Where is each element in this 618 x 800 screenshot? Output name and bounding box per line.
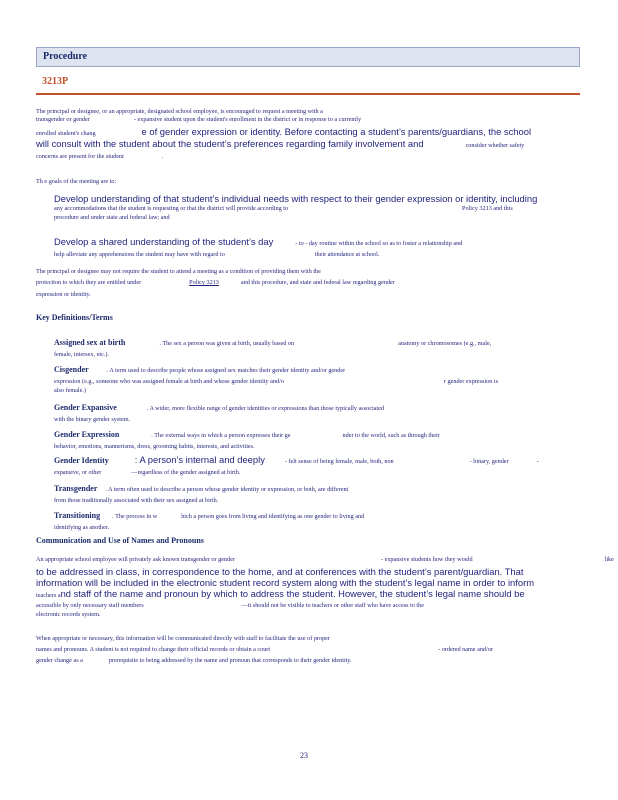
procedure-header	[36, 47, 580, 67]
intro-line-4: will consult with the student about the student’s preferences regarding family involvement and consider whether safety	[36, 138, 525, 149]
principal-line-2: protection to which they are entitled under Policy 3213 and this procedure, and state and federal law regarding gender	[36, 279, 395, 286]
intro-line-3: enrolled student's chang e of gender expression or identity. Before contacting a student’s parents/guardians, the school	[36, 126, 532, 137]
definition-transitioning: Transitioning . The process in w hich a person goes from living and identifying as one gender to living and identifying as another.	[54, 511, 365, 531]
intro-line-5: concerns are present for the student .	[36, 153, 164, 160]
communication-line-4: teachers and staff of the name and pronoun by which to address the student. However, the student’s legal name should be	[36, 588, 525, 599]
intro-line-2: transgender or gender - expansive student upon the student's enrollment in the district or in response to a currently	[36, 116, 362, 123]
definition-gender-expression: Gender Expression . The external ways in which a person expresses their ge nder to the world, such as through their behavior, emotions, mannerisms, dress, grooming habits, interests, and activities.	[54, 430, 440, 450]
definition-assigned-sex: Assigned sex at birth . The sex a person was given at birth, usually based on anatomy or chromosomes (e.g., male, female, intersex, etc.).	[54, 338, 492, 358]
communication-line-3: information will be included in the electronic student record system along with the student’s legal name in order to inform	[36, 577, 535, 588]
definition-gender-expansive: Gender Expansive . A wider, more flexible range of gender identities or expressions than those typically associated with the binary gender system.	[54, 403, 384, 423]
communication-line-1: An appropriate school employee will privately ask known transgender or gender - expansive students how they would like	[36, 556, 614, 563]
header-title: Procedure	[43, 51, 88, 62]
communication-line-2: to be addressed in class, in correspondence to the home, and at conferences with the student’s parent/guardian. That	[36, 566, 524, 577]
definition-cisgender: Cisgender . A term used to describe people whose assigned sex matches their gender identity and/or gender expression (e.g., someone who was assigned female at birth and whose gender identity and/o r gender expression is also female.)	[54, 365, 499, 394]
communication-line-9: gender change as a prerequisite to being addressed by the name and pronoun that corresponds to their gender identity.	[36, 657, 352, 664]
definition-gender-identity: Gender Identity : A person’s internal and deeply - felt sense of being female, male, both, non - binary, gender - expansive, or other —regardless of the gender assigned at birth.	[54, 454, 539, 476]
policy-number: 3213P	[42, 76, 69, 87]
definitions-heading: Key Definitions/Terms	[36, 313, 113, 322]
page-number: 23	[300, 751, 308, 760]
communication-heading: Communication and Use of Names and Pronouns	[36, 536, 204, 545]
communication-line-6: electronic records system.	[36, 611, 101, 618]
goal-1: Develop understanding of that student’s individual needs with respect to their gender expression or identity, including any accommodations that the student is requesting or that the district will provide according to Policy 3213 and this procedure and under state and federal law; and	[54, 193, 538, 221]
principal-line-3: expression or identity.	[36, 291, 91, 298]
intro-line-1: The principal or designee, or an appropriate, designated school employee, is encouraged to request a meeting with a	[36, 108, 323, 115]
communication-line-8: names and pronouns. A student is not required to change their official records or obtain a court - ordered name and/or	[36, 646, 493, 653]
goals-label: Th e goals of the meeting are to:	[36, 178, 117, 185]
communication-line-7: When appropriate or necessary, this information will be communicated directly with staff to facilitate the use of proper	[36, 635, 330, 642]
header-rule	[36, 93, 580, 95]
principal-line-1: The principal or designee may not require the student to attend a meeting as a condition of providing them with the	[36, 268, 321, 275]
goal-2: Develop a shared understanding of the student’s day - to - day routine within the school so as to foster a relationship and help alleviate any apprehensions the student may have with regard to their attendance at school.	[54, 236, 463, 258]
definition-transgender: Transgender . A term often used to describe a person whose gender identity or expression, or both, are different from those traditionally associated with their sex assigned at birth.	[54, 484, 349, 504]
communication-line-5: accessible by only necessary staff members —it should not be visible to teachers or other staff who have access to the	[36, 602, 424, 609]
